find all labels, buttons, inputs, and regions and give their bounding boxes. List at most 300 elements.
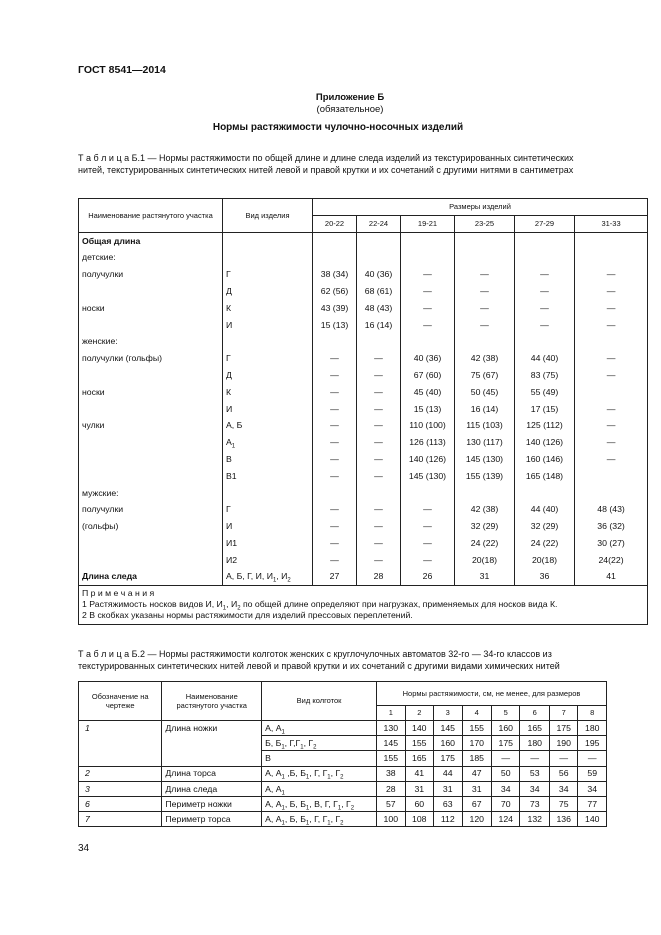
table1-cell: — [313,451,357,468]
table2-cell: 31 [462,781,492,796]
table1-cell: 67 (60) [401,367,455,384]
table2-cell: 175 [492,736,520,751]
table2-cell: 185 [462,751,492,766]
table2-cell: 108 [405,812,433,827]
table1-cell: 68 (61) [357,283,401,300]
table1-cell: — [313,350,357,367]
table1-cell: — [357,434,401,451]
table1-cell: 15 (13) [313,316,357,333]
table1-row [79,283,648,300]
table1-size-col: 31-33 [575,216,648,233]
table1-cell: — [575,417,648,434]
table1-row-type: Г [223,266,313,283]
table2-row [79,721,607,736]
page-number: 34 [78,843,90,854]
table2-cell: 124 [492,812,520,827]
table1-cell: 160 (146) [515,451,575,468]
table2-cell: 60 [405,796,433,811]
table1-cell [575,384,648,401]
table1-row-type: И1 [223,535,313,552]
table2-row-type: А, $А_1$ [262,781,377,796]
table2-row [79,796,607,811]
table1-row-type [223,484,313,501]
table1-row-name: мужские: [79,484,223,501]
table2-row-type: А, $А_1$, Б, $Б_1$, В, Г, $Г_1$, $Г_2$ [262,796,377,811]
table2-cell: 140 [405,721,433,736]
table1-cell: — [575,367,648,384]
table1-cell: — [455,300,515,317]
table1-row-name [79,434,223,451]
table2-cell: 130 [377,721,405,736]
table1-cell [357,333,401,350]
table2-cell: 120 [462,812,492,827]
table1-cell [357,249,401,266]
table2-cell: 112 [434,812,462,827]
table1-row-type: Д [223,367,313,384]
table1-cell: — [313,417,357,434]
table1-row [79,568,648,585]
table1-row-name: получулки [79,501,223,518]
table1-row-name: чулки [79,417,223,434]
table1-cell [515,333,575,350]
table1-cell: — [515,283,575,300]
table1-cell [313,484,357,501]
table1-row-type: Д [223,283,313,300]
table1-row [79,266,648,283]
annex-heading [300,92,400,116]
table2-cell: 175 [434,751,462,766]
table2-cell: 34 [549,781,577,796]
table1-cell: 15 (13) [401,400,455,417]
table2-size-col: 7 [549,706,577,721]
table1-row [79,333,648,350]
table1-row-type: В [223,451,313,468]
table1-cell: — [401,518,455,535]
table1-cell: — [401,316,455,333]
table1-cell: — [357,417,401,434]
table2-cell: 34 [578,781,607,796]
table1-cell [515,249,575,266]
table1-cell: 42 (38) [455,501,515,518]
table2-cell: 67 [462,796,492,811]
table1-cell: — [455,283,515,300]
table1-row [79,501,648,518]
annex-title: Приложение Б [315,92,385,103]
table2-size-col: 3 [434,706,462,721]
table1-cell [515,233,575,250]
table1-cell: 30 (27) [575,535,648,552]
table2-row-designation: 2 [79,766,162,781]
table1-cell: — [357,535,401,552]
table1-cell: 26 [401,568,455,585]
table1-cell: — [313,518,357,535]
table1-cell: 115 (103) [455,417,515,434]
table2-row-designation: 7 [79,812,162,827]
table2-cell: 28 [377,781,405,796]
table1-row-name [79,535,223,552]
table1-cell: — [313,384,357,401]
table1-cell: — [575,300,648,317]
table1-size-col: 27-29 [515,216,575,233]
table2-cell: 57 [377,796,405,811]
note-2: 2 В скобках указаны нормы растяжимости для изделий прессовых переплетений. [82,610,413,621]
table1-row-type: Г [223,350,313,367]
table1-row-type: И2 [223,552,313,569]
table1-cell: 110 (100) [401,417,455,434]
table1-cell: 28 [357,568,401,585]
table2-cell: 160 [434,736,462,751]
table1-cell: — [357,501,401,518]
table1-cell: — [313,552,357,569]
table2-row-designation [79,736,162,751]
table1-cell: 40 (36) [357,266,401,283]
table1-cell: 36 (32) [575,518,648,535]
table1-cell: — [401,501,455,518]
table1-row-name: (гольфы) [79,518,223,535]
table1 [78,198,648,625]
table1-row-name: получулки [79,266,223,283]
table1-row-type [223,333,313,350]
table2-cell: — [520,751,550,766]
table1-row [79,552,648,569]
table1-cell: 140 (126) [515,434,575,451]
table2-row [79,736,607,751]
table1-cell: 40 (36) [401,350,455,367]
table2-cell: 100 [377,812,405,827]
table1-cell: 50 (45) [455,384,515,401]
table1-row [79,350,648,367]
table2-size-col: 4 [462,706,492,721]
table1-cell [515,484,575,501]
table1-cell: 43 (39) [313,300,357,317]
table2-cell: 190 [549,736,577,751]
table1-row-name [79,316,223,333]
table1-cell: — [401,300,455,317]
table2-cell: 44 [434,766,462,781]
table2-cell: 73 [520,796,550,811]
table2-size-col: 8 [578,706,607,721]
table1-cell: 20(18) [515,552,575,569]
table1-cell: 48 (43) [357,300,401,317]
table1-cell: 32 (29) [455,518,515,535]
note-1: 1 Растяжимость носков видов И, $И_1$, $И_2$ по общей длине определяют при нагрузках, применяемых для носков вида К. [82,599,558,612]
table2-caption [78,649,598,672]
table2-cell: 53 [520,766,550,781]
table1-row [79,300,648,317]
table2-cell: 75 [549,796,577,811]
table2-cell: 140 [578,812,607,827]
table2-row [79,781,607,796]
table2-row-designation [79,751,162,766]
table1-cell: — [357,384,401,401]
table1-size-col: 23-25 [455,216,515,233]
table2-row-name: Периметр ножки [162,796,262,811]
table1-cell: 32 (29) [515,518,575,535]
table1-row-name: носки [79,300,223,317]
table1-cell [575,333,648,350]
notes-label: П р и м е ч а н и я [82,587,155,598]
table1-cell: — [575,316,648,333]
table1-cell: 38 (34) [313,266,357,283]
table2-cell: 50 [492,766,520,781]
table1-row-type: $А_1$ [223,434,313,451]
table1-row [79,316,648,333]
table1-cell [401,249,455,266]
table2-size-col: 1 [377,706,405,721]
table2-header-name: Наименование растянутого участка [162,682,262,721]
table1-cell [313,333,357,350]
table2-cell: 56 [549,766,577,781]
table2-cell: 165 [520,721,550,736]
table1-cell: — [401,552,455,569]
table1-row-type: К [223,384,313,401]
table1-caption [78,153,598,176]
table2-cell: 31 [405,781,433,796]
table2-cell: 47 [462,766,492,781]
table2-cell: 180 [578,721,607,736]
table1-cell: 24 (22) [515,535,575,552]
table2-size-col: 6 [520,706,550,721]
table1-cell [575,249,648,266]
table1-cell: — [455,266,515,283]
table1-row [79,451,648,468]
table1-cell [401,333,455,350]
table1-row-type [223,249,313,266]
table2-cell: 195 [578,736,607,751]
table1-cell: — [313,434,357,451]
table1-cell [455,249,515,266]
table2-cell: 175 [549,721,577,736]
table1-row-name: Длина следа [79,568,223,585]
table2-row-name: Периметр торса [162,812,262,827]
section-title: Нормы растяжимости чулочно-носочных изделий [212,122,464,133]
table1-row-type: А, Б [223,417,313,434]
table2-cell: 63 [434,796,462,811]
table1-cell: 36 [515,568,575,585]
table1-cell: — [357,451,401,468]
table1-row [79,484,648,501]
table1-cell: 125 (112) [515,417,575,434]
table1-cell: — [401,535,455,552]
table1-cell: — [515,266,575,283]
table2-caption-label: Т а б л и ц а Б.2 [78,649,146,659]
table1-row-name: женские: [79,333,223,350]
table1-row-name: получулки (гольфы) [79,350,223,367]
table1-row-name [79,468,223,485]
table1-cell: 42 (38) [455,350,515,367]
table2-cell: — [492,751,520,766]
table1-row-name [79,451,223,468]
table2-header-designation: Обозначение на чертеже [79,682,162,721]
table1-cell: — [401,283,455,300]
table2-caption-text: — Нормы растяжимости колготок женских с круглочулочных автоматов 32-го — 34-го классов из текстурированных синтетических нитей левой и правой крутки и их сочетаний с другими видами химических нитей [78,649,560,671]
table1-cell: — [575,266,648,283]
table1-row-name [79,283,223,300]
table1-size-col: 22-24 [357,216,401,233]
table2-cell: 180 [520,736,550,751]
table2-size-col: 2 [405,706,433,721]
table1-cell [313,249,357,266]
table1-cell: 31 [455,568,515,585]
table2-row-name [162,736,262,751]
table1-cell: 62 (56) [313,283,357,300]
table1-cell: 140 (126) [401,451,455,468]
table2-cell: — [549,751,577,766]
table1-row [79,367,648,384]
table2-cell: 145 [434,721,462,736]
table2-cell: 77 [578,796,607,811]
table1-cell [575,233,648,250]
table1-cell [401,233,455,250]
table1-row-type: И [223,316,313,333]
table2-cell: 34 [492,781,520,796]
table2-cell: 31 [434,781,462,796]
table1-cell: 165 (148) [515,468,575,485]
table1-row-type: И [223,518,313,535]
table2-row-name: Длина торса [162,766,262,781]
table1-cell: 16 (14) [357,316,401,333]
table1-cell: 48 (43) [575,501,648,518]
table1-cell: — [357,468,401,485]
table2-cell: 165 [405,751,433,766]
table1-cell [455,484,515,501]
table1-cell: 75 (67) [455,367,515,384]
table2-row-designation: 1 [79,721,162,736]
table2-cell: 132 [520,812,550,827]
table1-cell: 16 (14) [455,400,515,417]
table2-row-type: А, $А_1$ [262,721,377,736]
table1-cell: 145 (130) [455,451,515,468]
table1-row-name: носки [79,384,223,401]
table1-cell: — [313,501,357,518]
table1-cell: 83 (75) [515,367,575,384]
table1-cell [575,468,648,485]
table1-row [79,233,648,250]
table1-cell: — [515,300,575,317]
table1-cell [313,233,357,250]
table1-cell: — [401,266,455,283]
table1-cell [575,484,648,501]
table1-row-name [79,552,223,569]
table2-row-name: Длина ножки [162,721,262,736]
table1-cell: — [357,350,401,367]
table1-cell: 155 (139) [455,468,515,485]
table2-row-type: А, $А_1$, Б, $Б_1$, Г, $Г_1$, $Г_2$ [262,812,377,827]
table1-cell: — [575,283,648,300]
standard-header: ГОСТ 8541—2014 [78,64,166,76]
table1-cell: 44 (40) [515,350,575,367]
table1-cell: — [357,400,401,417]
table2-cell: 70 [492,796,520,811]
table1-cell: 45 (40) [401,384,455,401]
table2-row [79,766,607,781]
table2-row-designation: 3 [79,781,162,796]
table2-cell: 59 [578,766,607,781]
table1-cell: — [575,350,648,367]
table2-row-type: В [262,751,377,766]
table1-header-sizes: Размеры изделий [313,199,648,216]
table1-row-name [79,367,223,384]
table1-row [79,249,648,266]
table2-header-norms: Нормы растяжимости, см, не менее, для размеров [377,682,607,706]
table2-cell: 155 [405,736,433,751]
table1-cell: 27 [313,568,357,585]
table2-row-type: Б, $Б_1$, $Г,Г_1$, $Г_2$ [262,736,377,751]
table1-cell: — [575,451,648,468]
table1-caption-text: — Нормы растяжимости по общей длине и длине следа изделий из текстурированных синтетических нитей, текстурированных синтетических нитей левой и правой крутки и их сочетаний с другими нитями в сантиметрах [78,153,574,175]
table1-row-name [79,400,223,417]
table2-cell: 155 [462,721,492,736]
table2-row-type: А, $А_1$ ,Б, $Б_1$, Г, $Г_1$, $Г_2$ [262,766,377,781]
table1-cell: — [515,316,575,333]
table2-row [79,751,607,766]
table1-cell: — [357,367,401,384]
table1-row [79,518,648,535]
table1-cell: — [313,367,357,384]
table2-cell: 170 [462,736,492,751]
table1-row-name: Общая длина [79,233,223,250]
table1-cell [357,233,401,250]
table1-row [79,400,648,417]
table1-row [79,468,648,485]
table2-cell: 160 [492,721,520,736]
table2-header-type: Вид колготок [262,682,377,721]
table1-cell: — [455,316,515,333]
table2-row-name: Длина следа [162,781,262,796]
table1-cell: 145 (130) [401,468,455,485]
table1-row-type: А, Б, Г, И, $И_1$, $И_2$ [223,568,313,585]
table1-row-type: Г [223,501,313,518]
table1-header-type: Вид изделия [223,199,313,233]
table1-cell: 24(22) [575,552,648,569]
table2-cell: 34 [520,781,550,796]
table1-cell: — [313,468,357,485]
table2 [78,681,607,827]
table1-cell: 41 [575,568,648,585]
table1-row [79,417,648,434]
table1-row [79,384,648,401]
table1-cell [455,233,515,250]
table1-size-col: 20-22 [313,216,357,233]
table1-notes [79,585,648,624]
table2-row [79,812,607,827]
table2-row-designation: 6 [79,796,162,811]
table1-row-type [223,233,313,250]
table1-caption-label: Т а б л и ц а Б.1 [78,153,146,163]
table1-cell: — [575,434,648,451]
table1-cell: 20(18) [455,552,515,569]
table1-cell: 24 (22) [455,535,515,552]
table2-cell: — [578,751,607,766]
table1-cell: — [357,552,401,569]
table1-header-name: Наименование растянутого участка [79,199,223,233]
table1-row-name: детские: [79,249,223,266]
table2-size-col: 5 [492,706,520,721]
table2-cell: 145 [377,736,405,751]
table1-cell: 17 (15) [515,400,575,417]
table2-cell: 155 [377,751,405,766]
table1-cell: — [313,535,357,552]
table1-cell [357,484,401,501]
table1-cell: 126 (113) [401,434,455,451]
table1-cell: 130 (117) [455,434,515,451]
table1-cell [455,333,515,350]
table2-cell: 38 [377,766,405,781]
table1-row [79,535,648,552]
table1-cell: 44 (40) [515,501,575,518]
table2-row-name [162,751,262,766]
table1-row-type: В1 [223,468,313,485]
